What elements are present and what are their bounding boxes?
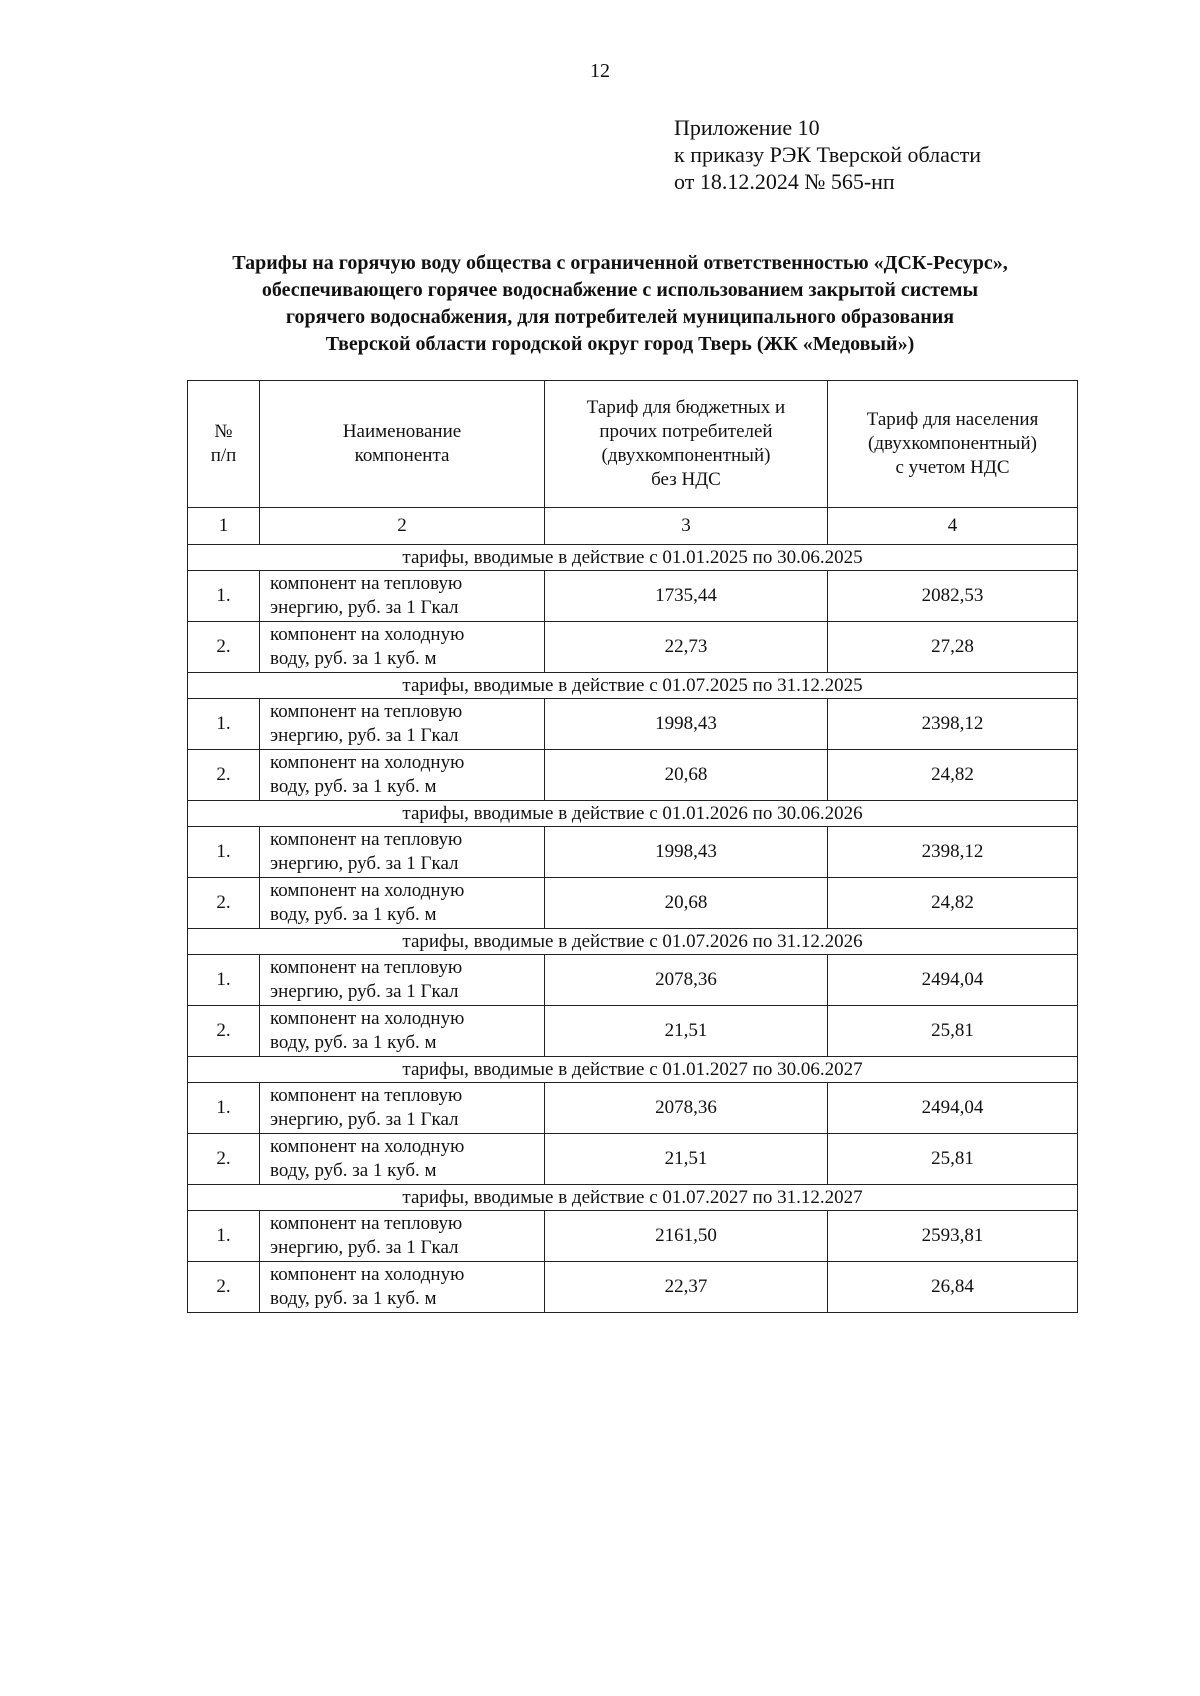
column-number: 1 xyxy=(188,508,260,545)
budget-tariff-value: 22,37 xyxy=(545,1262,828,1313)
header-budget-line-3: (двухкомпонентный) xyxy=(601,445,771,466)
population-tariff-value: 25,81 xyxy=(828,1134,1078,1185)
table-row xyxy=(188,750,1078,801)
budget-tariff-value: 1998,43 xyxy=(545,827,828,878)
component-name xyxy=(260,1006,545,1057)
header-component-line-1: Наименование xyxy=(342,421,462,442)
component-name xyxy=(260,1134,545,1185)
population-tariff-value: 26,84 xyxy=(828,1262,1078,1313)
component-name-line-2: энергию, руб. за 1 Гкал xyxy=(270,725,459,746)
row-number: 1. xyxy=(188,955,260,1006)
component-name xyxy=(260,750,545,801)
title-line-2: обеспечивающего горячее водоснабжение с использованием закрытой системы xyxy=(261,279,979,301)
population-tariff-value: 2082,53 xyxy=(828,571,1078,622)
component-name-line-2: энергию, руб. за 1 Гкал xyxy=(270,853,459,874)
appendix-line-2: к приказу РЭК Тверской области xyxy=(674,142,982,167)
population-tariff-value: 2494,04 xyxy=(828,1083,1078,1134)
title-line-4: Тверской области городской округ город Тверь (ЖК «Медовый») xyxy=(325,333,915,355)
component-name-line-1: компонент на холодную xyxy=(270,1136,465,1157)
component-name-line-1: компонент на холодную xyxy=(270,1008,465,1029)
header-budget-tariff xyxy=(545,381,828,508)
header-number-line-1: № xyxy=(214,421,233,442)
appendix-reference xyxy=(674,114,981,195)
period-row xyxy=(188,673,1078,699)
header-budget-line-2: прочих потребителей xyxy=(599,421,773,442)
column-number: 2 xyxy=(260,508,545,545)
component-name xyxy=(260,878,545,929)
component-name-line-1: компонент на холодную xyxy=(270,752,465,773)
budget-tariff-value: 22,73 xyxy=(545,622,828,673)
period-label: тарифы, вводимые в действие с 01.01.2027 по 30.06.2027 xyxy=(188,1057,1078,1083)
appendix-line-3: от 18.12.2024 № 565-нп xyxy=(674,169,895,194)
budget-tariff-value: 20,68 xyxy=(545,878,828,929)
component-name-line-1: компонент на тепловую xyxy=(270,1213,463,1234)
component-name-line-2: энергию, руб. за 1 Гкал xyxy=(270,1109,459,1130)
period-row xyxy=(188,545,1078,571)
table-row xyxy=(188,878,1078,929)
budget-tariff-value: 21,51 xyxy=(545,1006,828,1057)
table-row xyxy=(188,955,1078,1006)
table-row xyxy=(188,1134,1078,1185)
row-number: 2. xyxy=(188,1006,260,1057)
row-number: 2. xyxy=(188,750,260,801)
title-line-1: Тарифы на горячую воду общества с ограниченной ответственностью «ДСК-Ресурс», xyxy=(232,252,1008,274)
table-row xyxy=(188,827,1078,878)
component-name xyxy=(260,827,545,878)
header-population-line-3: с учетом НДС xyxy=(895,457,1010,478)
appendix-line-1: Приложение 10 xyxy=(674,115,820,140)
tariff-table xyxy=(187,380,1078,1313)
column-number: 4 xyxy=(828,508,1078,545)
header-population-line-1: Тариф для населения xyxy=(866,409,1039,430)
budget-tariff-value: 1998,43 xyxy=(545,699,828,750)
row-number: 1. xyxy=(188,1211,260,1262)
table-row xyxy=(188,622,1078,673)
population-tariff-value: 27,28 xyxy=(828,622,1078,673)
component-name xyxy=(260,955,545,1006)
header-component-name xyxy=(260,381,545,508)
row-number: 2. xyxy=(188,878,260,929)
column-number-row xyxy=(188,508,1078,545)
period-label: тарифы, вводимые в действие с 01.07.2026 по 31.12.2026 xyxy=(188,929,1078,955)
component-name xyxy=(260,1262,545,1313)
table-row xyxy=(188,1006,1078,1057)
budget-tariff-value: 20,68 xyxy=(545,750,828,801)
table-row xyxy=(188,571,1078,622)
component-name-line-2: энергию, руб. за 1 Гкал xyxy=(270,981,459,1002)
header-component-line-2: компонента xyxy=(354,445,450,466)
table-row xyxy=(188,1262,1078,1313)
component-name-line-2: воду, руб. за 1 куб. м xyxy=(270,648,437,669)
population-tariff-value: 25,81 xyxy=(828,1006,1078,1057)
component-name xyxy=(260,1211,545,1262)
row-number: 1. xyxy=(188,1083,260,1134)
component-name-line-2: энергию, руб. за 1 Гкал xyxy=(270,597,459,618)
header-number-line-2: п/п xyxy=(210,445,237,466)
component-name-line-1: компонент на тепловую xyxy=(270,829,463,850)
row-number: 1. xyxy=(188,827,260,878)
header-budget-line-1: Тариф для бюджетных и xyxy=(586,397,786,418)
population-tariff-value: 24,82 xyxy=(828,750,1078,801)
header-budget-line-4: без НДС xyxy=(651,469,721,490)
page-number: 12 xyxy=(590,60,610,82)
population-tariff-value: 2398,12 xyxy=(828,699,1078,750)
component-name-line-1: компонент на тепловую xyxy=(270,701,463,722)
component-name-line-1: компонент на тепловую xyxy=(270,957,463,978)
component-name xyxy=(260,1083,545,1134)
period-row xyxy=(188,1185,1078,1211)
component-name-line-1: компонент на холодную xyxy=(270,880,465,901)
budget-tariff-value: 21,51 xyxy=(545,1134,828,1185)
component-name xyxy=(260,622,545,673)
row-number: 1. xyxy=(188,699,260,750)
row-number: 2. xyxy=(188,1134,260,1185)
table-row xyxy=(188,1083,1078,1134)
budget-tariff-value: 1735,44 xyxy=(545,571,828,622)
component-name-line-2: энергию, руб. за 1 Гкал xyxy=(270,1237,459,1258)
header-number xyxy=(188,381,260,508)
period-label: тарифы, вводимые в действие с 01.01.2025 по 30.06.2025 xyxy=(188,545,1078,571)
component-name-line-1: компонент на тепловую xyxy=(270,1085,463,1106)
table-row xyxy=(188,1211,1078,1262)
document-title xyxy=(160,250,1080,358)
table-header-row xyxy=(188,381,1078,508)
population-tariff-value: 24,82 xyxy=(828,878,1078,929)
component-name-line-1: компонент на тепловую xyxy=(270,573,463,594)
population-tariff-value: 2494,04 xyxy=(828,955,1078,1006)
component-name-line-1: компонент на холодную xyxy=(270,1264,465,1285)
title-line-3: горячего водоснабжения, для потребителей муниципального образования xyxy=(285,306,955,328)
row-number: 1. xyxy=(188,571,260,622)
population-tariff-value: 2593,81 xyxy=(828,1211,1078,1262)
component-name-line-2: воду, руб. за 1 куб. м xyxy=(270,1160,437,1181)
component-name-line-2: воду, руб. за 1 куб. м xyxy=(270,904,437,925)
budget-tariff-value: 2078,36 xyxy=(545,955,828,1006)
period-label: тарифы, вводимые в действие с 01.07.2025 по 31.12.2025 xyxy=(188,673,1078,699)
component-name xyxy=(260,571,545,622)
period-row xyxy=(188,1057,1078,1083)
budget-tariff-value: 2078,36 xyxy=(545,1083,828,1134)
period-label: тарифы, вводимые в действие с 01.07.2027 по 31.12.2027 xyxy=(188,1185,1078,1211)
period-row xyxy=(188,801,1078,827)
component-name-line-2: воду, руб. за 1 куб. м xyxy=(270,1288,437,1309)
header-population-tariff xyxy=(828,381,1078,508)
component-name-line-2: воду, руб. за 1 куб. м xyxy=(270,1032,437,1053)
period-label: тарифы, вводимые в действие с 01.01.2026 по 30.06.2026 xyxy=(188,801,1078,827)
population-tariff-value: 2398,12 xyxy=(828,827,1078,878)
row-number: 2. xyxy=(188,622,260,673)
component-name-line-2: воду, руб. за 1 куб. м xyxy=(270,776,437,797)
budget-tariff-value: 2161,50 xyxy=(545,1211,828,1262)
period-row xyxy=(188,929,1078,955)
column-number: 3 xyxy=(545,508,828,545)
table-row xyxy=(188,699,1078,750)
component-name xyxy=(260,699,545,750)
component-name-line-1: компонент на холодную xyxy=(270,624,465,645)
header-population-line-2: (двухкомпонентный) xyxy=(868,433,1037,454)
row-number: 2. xyxy=(188,1262,260,1313)
